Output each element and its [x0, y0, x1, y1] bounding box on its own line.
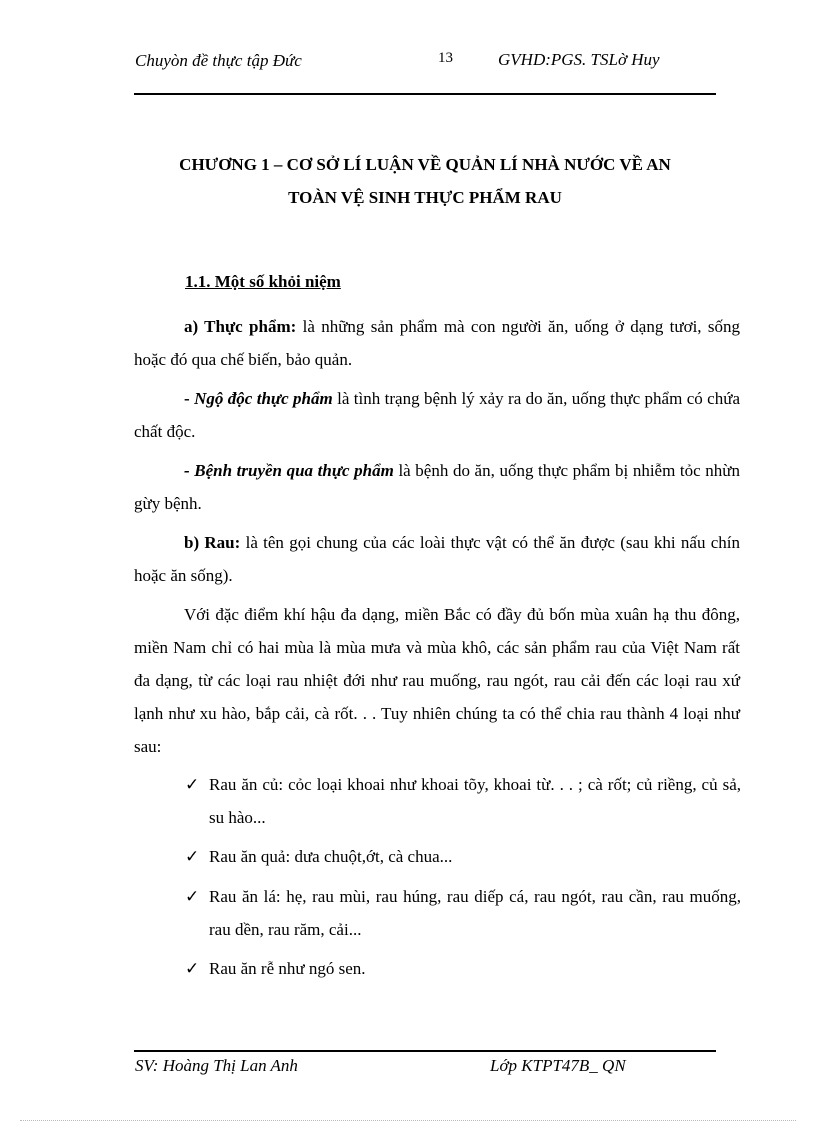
term-thuc-pham: a) Thực phẩm: [184, 317, 297, 336]
bullet-item-rau-an-la [185, 880, 741, 946]
header-left: Chuyòn đề thực tập Đức [135, 51, 302, 70]
header-right: GVHD:PGS. TSLờ Huy [498, 50, 660, 69]
bullet-item-rau-an-cu [185, 768, 741, 834]
section-heading: 1.1. Một số khỏi niệm [185, 272, 341, 291]
footer-class: Lớp KTPT47B_ QN [490, 1056, 626, 1075]
paragraph-ngo-doc [134, 382, 740, 448]
paragraph-rau [134, 526, 740, 592]
bullet-text: Rau ăn củ: cỏc loại khoai như khoai tõy, khoai từ. . . ; cà rốt; củ riềng, củ sả, su hào... [209, 775, 741, 827]
bullet-text: Rau ăn lá: hẹ, rau mùi, rau húng, rau diếp cá, rau ngót, rau cần, rau muống, rau dền, rau răm, cải... [209, 887, 741, 939]
definition-ngo-doc: là tình trạng bệnh lý xảy ra do ăn, uống thực phẩm có chứa chất độc. [134, 389, 740, 441]
header-rule [134, 93, 716, 95]
paragraph-climate: Với đặc điểm khí hậu đa dạng, miền Bắc có đầy đủ bốn mùa xuân hạ thu đông, miền Nam chỉ có hai mùa là mùa mưa và mùa khô, các sản phẩm rau của Việt Nam rất đa dạng, từ các loại rau nhiệt đới như rau muống, rau ngót, rau cải đến các loại rau xứ lạnh như xu hào, bắp cải, cà rốt. . . Tuy nhiên chúng ta có thể chia rau thành 4 loại như sau: [134, 605, 740, 756]
dash-benh-truyen: - [184, 461, 195, 480]
page-bottom-dotted-line [20, 1120, 796, 1121]
paragraph-thuc-pham [134, 310, 740, 376]
paragraph-benh-truyen [134, 454, 740, 520]
bullet-item-rau-an-re [185, 952, 741, 985]
footer-rule [134, 1050, 716, 1052]
term-ngo-doc: Ngộ độc thực phẩm [194, 389, 333, 408]
dash-ngo-doc: - [184, 389, 195, 408]
definition-rau: là tên gọi chung của các loài thực vật có thể ăn được (sau khi nấu chín hoặc ăn sống). [134, 533, 740, 585]
bullet-text: Rau ăn rễ như ngó sen. [209, 959, 366, 978]
bullet-item-rau-an-qua [185, 840, 741, 873]
definition-thuc-pham: là những sản phẩm mà con người ăn, uống ở dạng tươi, sống hoặc đó qua chế biến, bảo quản. [134, 317, 740, 369]
term-rau: b) Rau: [184, 533, 241, 552]
definition-benh-truyen: là bệnh do ăn, uống thực phẩm bị nhiễm tỏc nhừn gừy bệnh. [134, 461, 740, 513]
check-icon: ✓ [185, 887, 200, 906]
check-icon: ✓ [185, 775, 200, 794]
check-icon: ✓ [185, 959, 200, 978]
footer-student: SV: Hoàng Thị Lan Anh [135, 1056, 298, 1075]
chapter-title-line-1: CHƯƠNG 1 – CƠ SỞ LÍ LUẬN VỀ QUẢN LÍ NHÀ NƯỚC VỀ AN [179, 155, 671, 174]
page-number: 13 [438, 50, 453, 66]
chapter-title-line-2: TOÀN VỆ SINH THỰC PHẨM RAU [288, 188, 562, 207]
term-benh-truyen: Bệnh truyền qua thực phẩm [194, 461, 394, 480]
chapter-title [134, 148, 716, 214]
check-icon: ✓ [185, 847, 200, 866]
bullet-text: Rau ăn quả: dưa chuột,ớt, cà chua... [209, 847, 453, 866]
